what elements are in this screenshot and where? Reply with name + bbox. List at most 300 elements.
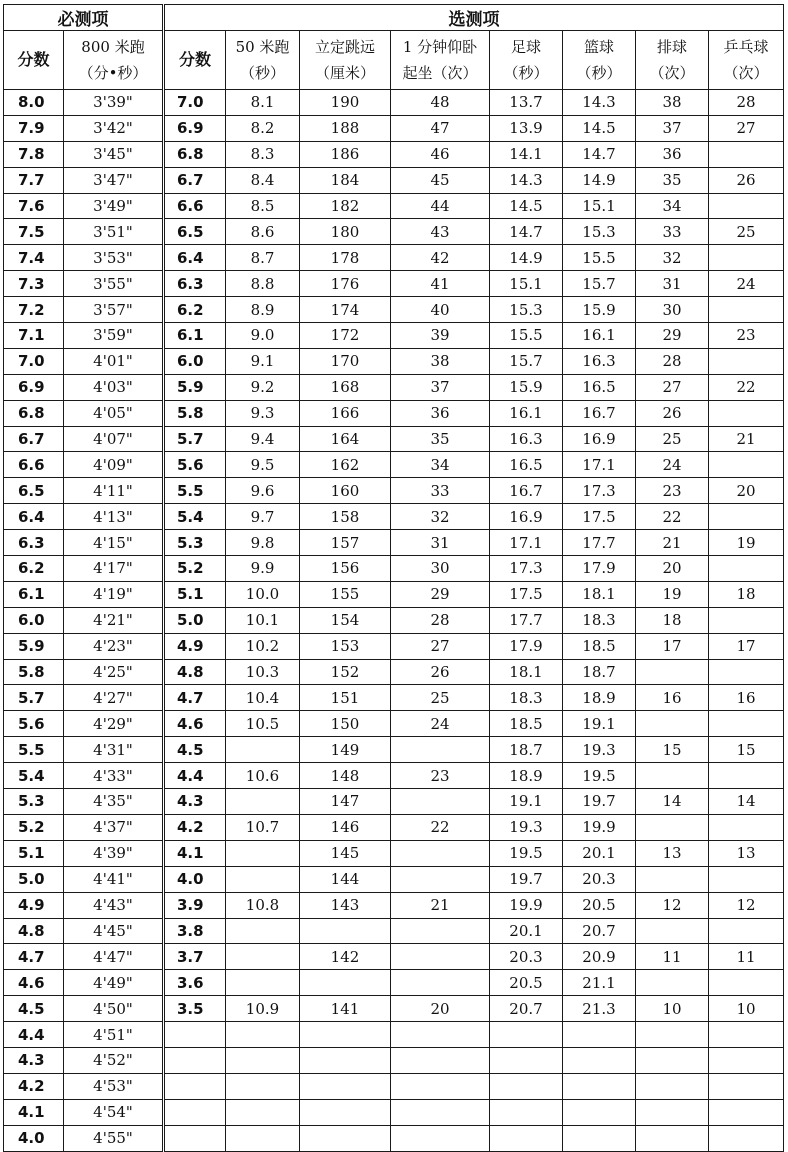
cell-pingpong: 25 bbox=[709, 219, 784, 245]
header-basketball-line1: 篮球 bbox=[583, 38, 614, 56]
cell-standing-jump bbox=[300, 1047, 391, 1073]
cell-volleyball bbox=[636, 1047, 709, 1073]
cell-pingpong: 21 bbox=[709, 426, 784, 452]
cell-pingpong: 24 bbox=[709, 271, 784, 297]
cell-run-800m: 4'41" bbox=[64, 866, 164, 892]
cell-volleyball: 20 bbox=[636, 556, 709, 582]
cell-football: 14.9 bbox=[490, 245, 563, 271]
cell-football bbox=[490, 1099, 563, 1125]
cell-basketball: 14.7 bbox=[563, 141, 636, 167]
cell-pingpong: 14 bbox=[709, 789, 784, 815]
cell-run-50m bbox=[226, 1022, 300, 1048]
table-row bbox=[4, 789, 784, 815]
cell-volleyball: 38 bbox=[636, 90, 709, 116]
cell-standing-jump: 176 bbox=[300, 271, 391, 297]
header-situps-line2: 起坐（次） bbox=[402, 64, 478, 82]
cell-basketball: 14.9 bbox=[563, 167, 636, 193]
cell-score: 7.7 bbox=[4, 167, 64, 193]
cell-football: 18.7 bbox=[490, 737, 563, 763]
cell-volleyball: 10 bbox=[636, 996, 709, 1022]
cell-football: 18.1 bbox=[490, 659, 563, 685]
cell-basketball: 18.5 bbox=[563, 633, 636, 659]
cell-standing-jump: 162 bbox=[300, 452, 391, 478]
cell-run-50m: 9.2 bbox=[226, 374, 300, 400]
cell-score: 6.3 bbox=[4, 530, 64, 556]
cell-run-50m bbox=[226, 970, 300, 996]
cell-situps: 30 bbox=[391, 556, 490, 582]
cell-pingpong bbox=[709, 297, 784, 323]
cell-basketball: 14.3 bbox=[563, 90, 636, 116]
cell-volleyball: 29 bbox=[636, 323, 709, 349]
table-row bbox=[4, 530, 784, 556]
cell-run-800m: 4'03" bbox=[64, 374, 164, 400]
cell-score-2 bbox=[164, 1022, 226, 1048]
cell-score-2: 5.6 bbox=[164, 452, 226, 478]
table-row bbox=[4, 426, 784, 452]
cell-basketball: 15.5 bbox=[563, 245, 636, 271]
cell-standing-jump: 190 bbox=[300, 90, 391, 116]
cell-football: 19.7 bbox=[490, 866, 563, 892]
cell-basketball: 19.9 bbox=[563, 814, 636, 840]
cell-pingpong bbox=[709, 556, 784, 582]
table-row bbox=[4, 323, 784, 349]
cell-situps: 21 bbox=[391, 892, 490, 918]
cell-standing-jump: 158 bbox=[300, 504, 391, 530]
cell-volleyball: 26 bbox=[636, 400, 709, 426]
cell-basketball: 16.5 bbox=[563, 374, 636, 400]
cell-standing-jump: 174 bbox=[300, 297, 391, 323]
cell-basketball: 21.1 bbox=[563, 970, 636, 996]
table-row bbox=[4, 737, 784, 763]
cell-volleyball: 25 bbox=[636, 426, 709, 452]
cell-situps: 25 bbox=[391, 685, 490, 711]
cell-run-800m: 3'49" bbox=[64, 193, 164, 219]
cell-situps: 39 bbox=[391, 323, 490, 349]
cell-pingpong bbox=[709, 1073, 784, 1099]
cell-situps bbox=[391, 789, 490, 815]
table-row bbox=[4, 633, 784, 659]
cell-run-50m: 9.4 bbox=[226, 426, 300, 452]
cell-standing-jump: 151 bbox=[300, 685, 391, 711]
cell-score: 7.3 bbox=[4, 271, 64, 297]
cell-score-2: 6.4 bbox=[164, 245, 226, 271]
cell-football: 15.7 bbox=[490, 348, 563, 374]
cell-pingpong: 18 bbox=[709, 581, 784, 607]
cell-run-50m: 10.6 bbox=[226, 763, 300, 789]
cell-pingpong: 27 bbox=[709, 115, 784, 141]
header-football bbox=[490, 31, 563, 90]
cell-basketball: 17.1 bbox=[563, 452, 636, 478]
cell-football: 14.3 bbox=[490, 167, 563, 193]
table-row bbox=[4, 814, 784, 840]
cell-basketball: 18.7 bbox=[563, 659, 636, 685]
cell-football: 20.5 bbox=[490, 970, 563, 996]
cell-score: 5.0 bbox=[4, 866, 64, 892]
optional-group-header: 选测项 bbox=[164, 5, 784, 31]
cell-basketball: 17.9 bbox=[563, 556, 636, 582]
cell-football: 17.1 bbox=[490, 530, 563, 556]
cell-basketball: 15.7 bbox=[563, 271, 636, 297]
cell-volleyball bbox=[636, 711, 709, 737]
table-row bbox=[4, 866, 784, 892]
cell-pingpong bbox=[709, 193, 784, 219]
cell-basketball bbox=[563, 1099, 636, 1125]
cell-volleyball: 24 bbox=[636, 452, 709, 478]
cell-situps bbox=[391, 1073, 490, 1099]
cell-run-800m: 4'52" bbox=[64, 1047, 164, 1073]
required-group-header: 必测项 bbox=[4, 5, 164, 31]
cell-situps bbox=[391, 970, 490, 996]
table-row bbox=[4, 219, 784, 245]
cell-pingpong bbox=[709, 659, 784, 685]
cell-score-2 bbox=[164, 1099, 226, 1125]
cell-standing-jump: 160 bbox=[300, 478, 391, 504]
cell-score-2: 5.5 bbox=[164, 478, 226, 504]
header-situps bbox=[391, 31, 490, 90]
cell-score: 4.2 bbox=[4, 1073, 64, 1099]
cell-pingpong bbox=[709, 1047, 784, 1073]
cell-score: 5.7 bbox=[4, 685, 64, 711]
table-row bbox=[4, 245, 784, 271]
cell-pingpong bbox=[709, 504, 784, 530]
cell-pingpong bbox=[709, 1125, 784, 1151]
cell-situps bbox=[391, 918, 490, 944]
cell-score: 6.1 bbox=[4, 581, 64, 607]
cell-volleyball: 15 bbox=[636, 737, 709, 763]
cell-run-50m: 9.8 bbox=[226, 530, 300, 556]
cell-score: 5.5 bbox=[4, 737, 64, 763]
cell-run-800m: 4'39" bbox=[64, 840, 164, 866]
cell-standing-jump: 143 bbox=[300, 892, 391, 918]
cell-score: 4.6 bbox=[4, 970, 64, 996]
cell-run-800m: 4'50" bbox=[64, 996, 164, 1022]
cell-score-2: 3.5 bbox=[164, 996, 226, 1022]
cell-pingpong: 19 bbox=[709, 530, 784, 556]
cell-run-800m: 4'01" bbox=[64, 348, 164, 374]
cell-score: 7.4 bbox=[4, 245, 64, 271]
cell-volleyball: 27 bbox=[636, 374, 709, 400]
cell-score: 6.4 bbox=[4, 504, 64, 530]
cell-run-800m: 4'27" bbox=[64, 685, 164, 711]
cell-run-800m: 3'55" bbox=[64, 271, 164, 297]
cell-score: 4.5 bbox=[4, 996, 64, 1022]
cell-situps: 37 bbox=[391, 374, 490, 400]
cell-situps: 46 bbox=[391, 141, 490, 167]
cell-football: 14.1 bbox=[490, 141, 563, 167]
cell-score-2: 5.3 bbox=[164, 530, 226, 556]
cell-basketball: 18.3 bbox=[563, 607, 636, 633]
cell-run-800m: 4'31" bbox=[64, 737, 164, 763]
cell-run-50m: 9.6 bbox=[226, 478, 300, 504]
cell-standing-jump bbox=[300, 1099, 391, 1125]
cell-score-2: 6.8 bbox=[164, 141, 226, 167]
header-score: 分数 bbox=[4, 31, 64, 90]
table-row bbox=[4, 1073, 784, 1099]
cell-standing-jump: 148 bbox=[300, 763, 391, 789]
cell-volleyball: 35 bbox=[636, 167, 709, 193]
cell-situps: 45 bbox=[391, 167, 490, 193]
cell-football: 18.5 bbox=[490, 711, 563, 737]
cell-run-800m: 4'11" bbox=[64, 478, 164, 504]
cell-standing-jump: 145 bbox=[300, 840, 391, 866]
header-score-2: 分数 bbox=[164, 31, 226, 90]
cell-standing-jump: 149 bbox=[300, 737, 391, 763]
cell-score-2: 6.2 bbox=[164, 297, 226, 323]
cell-run-50m: 9.5 bbox=[226, 452, 300, 478]
cell-run-50m: 10.0 bbox=[226, 581, 300, 607]
cell-score: 6.2 bbox=[4, 556, 64, 582]
cell-volleyball bbox=[636, 763, 709, 789]
cell-basketball bbox=[563, 1047, 636, 1073]
cell-situps bbox=[391, 1047, 490, 1073]
cell-pingpong: 20 bbox=[709, 478, 784, 504]
cell-pingpong bbox=[709, 400, 784, 426]
cell-basketball: 18.1 bbox=[563, 581, 636, 607]
cell-basketball: 19.3 bbox=[563, 737, 636, 763]
cell-score-2: 5.8 bbox=[164, 400, 226, 426]
cell-run-50m bbox=[226, 1125, 300, 1151]
cell-volleyball: 30 bbox=[636, 297, 709, 323]
cell-standing-jump: 168 bbox=[300, 374, 391, 400]
cell-football: 16.9 bbox=[490, 504, 563, 530]
cell-standing-jump: 141 bbox=[300, 996, 391, 1022]
cell-standing-jump: 152 bbox=[300, 659, 391, 685]
cell-situps: 44 bbox=[391, 193, 490, 219]
header-football-line1: 足球 bbox=[510, 38, 541, 56]
table-row bbox=[4, 970, 784, 996]
cell-football: 18.9 bbox=[490, 763, 563, 789]
cell-volleyball: 28 bbox=[636, 348, 709, 374]
header-standing-jump-line1: 立定跳远 bbox=[314, 38, 375, 56]
table-row bbox=[4, 90, 784, 116]
cell-run-50m: 9.1 bbox=[226, 348, 300, 374]
cell-volleyball: 37 bbox=[636, 115, 709, 141]
cell-pingpong: 26 bbox=[709, 167, 784, 193]
cell-football: 15.1 bbox=[490, 271, 563, 297]
cell-basketball: 19.7 bbox=[563, 789, 636, 815]
cell-run-800m: 3'39" bbox=[64, 90, 164, 116]
cell-run-800m: 4'19" bbox=[64, 581, 164, 607]
cell-run-800m: 3'59" bbox=[64, 323, 164, 349]
cell-football: 19.5 bbox=[490, 840, 563, 866]
cell-basketball bbox=[563, 1022, 636, 1048]
cell-score-2: 3.6 bbox=[164, 970, 226, 996]
cell-run-800m: 4'09" bbox=[64, 452, 164, 478]
cell-score: 5.4 bbox=[4, 763, 64, 789]
cell-situps: 29 bbox=[391, 581, 490, 607]
cell-pingpong bbox=[709, 452, 784, 478]
cell-run-50m: 8.3 bbox=[226, 141, 300, 167]
cell-football: 19.9 bbox=[490, 892, 563, 918]
cell-score: 4.4 bbox=[4, 1022, 64, 1048]
cell-score-2: 4.6 bbox=[164, 711, 226, 737]
cell-standing-jump: 164 bbox=[300, 426, 391, 452]
cell-situps: 35 bbox=[391, 426, 490, 452]
cell-run-800m: 3'53" bbox=[64, 245, 164, 271]
cell-run-800m: 4'35" bbox=[64, 789, 164, 815]
cell-basketball: 20.9 bbox=[563, 944, 636, 970]
cell-score-2: 5.7 bbox=[164, 426, 226, 452]
cell-pingpong bbox=[709, 245, 784, 271]
cell-score-2: 4.1 bbox=[164, 840, 226, 866]
cell-pingpong bbox=[709, 970, 784, 996]
cell-volleyball: 34 bbox=[636, 193, 709, 219]
header-standing-jump bbox=[300, 31, 391, 90]
cell-football: 16.5 bbox=[490, 452, 563, 478]
cell-run-800m: 4'37" bbox=[64, 814, 164, 840]
cell-run-800m: 3'57" bbox=[64, 297, 164, 323]
cell-run-50m: 10.7 bbox=[226, 814, 300, 840]
cell-run-50m: 8.6 bbox=[226, 219, 300, 245]
cell-situps: 40 bbox=[391, 297, 490, 323]
cell-standing-jump: 154 bbox=[300, 607, 391, 633]
cell-run-800m: 4'54" bbox=[64, 1099, 164, 1125]
cell-volleyball bbox=[636, 1073, 709, 1099]
cell-standing-jump: 178 bbox=[300, 245, 391, 271]
cell-situps bbox=[391, 1099, 490, 1125]
cell-score: 5.3 bbox=[4, 789, 64, 815]
cell-basketball: 15.9 bbox=[563, 297, 636, 323]
cell-standing-jump: 156 bbox=[300, 556, 391, 582]
cell-volleyball: 17 bbox=[636, 633, 709, 659]
cell-run-800m: 4'49" bbox=[64, 970, 164, 996]
cell-score: 4.0 bbox=[4, 1125, 64, 1151]
cell-run-800m: 4'51" bbox=[64, 1022, 164, 1048]
header-volleyball-line1: 排球 bbox=[656, 38, 687, 56]
cell-score-2: 5.4 bbox=[164, 504, 226, 530]
cell-pingpong bbox=[709, 141, 784, 167]
cell-run-800m: 4'53" bbox=[64, 1073, 164, 1099]
cell-score: 5.8 bbox=[4, 659, 64, 685]
cell-run-50m: 10.4 bbox=[226, 685, 300, 711]
cell-pingpong bbox=[709, 711, 784, 737]
cell-pingpong: 23 bbox=[709, 323, 784, 349]
cell-run-50m bbox=[226, 1099, 300, 1125]
cell-run-800m: 4'47" bbox=[64, 944, 164, 970]
cell-run-800m: 3'42" bbox=[64, 115, 164, 141]
header-situps-line1: 1 分钟仰卧 bbox=[402, 38, 478, 56]
cell-situps: 20 bbox=[391, 996, 490, 1022]
column-header-row bbox=[4, 31, 784, 90]
cell-situps: 27 bbox=[391, 633, 490, 659]
cell-score: 4.9 bbox=[4, 892, 64, 918]
cell-situps: 48 bbox=[391, 90, 490, 116]
cell-basketball: 17.5 bbox=[563, 504, 636, 530]
cell-standing-jump: 150 bbox=[300, 711, 391, 737]
cell-pingpong: 17 bbox=[709, 633, 784, 659]
cell-situps: 22 bbox=[391, 814, 490, 840]
cell-football: 19.3 bbox=[490, 814, 563, 840]
table-row bbox=[4, 659, 784, 685]
cell-score-2 bbox=[164, 1125, 226, 1151]
cell-score-2: 4.4 bbox=[164, 763, 226, 789]
cell-football: 15.9 bbox=[490, 374, 563, 400]
cell-standing-jump: 153 bbox=[300, 633, 391, 659]
cell-run-50m: 10.5 bbox=[226, 711, 300, 737]
cell-run-50m: 10.2 bbox=[226, 633, 300, 659]
cell-run-50m: 9.9 bbox=[226, 556, 300, 582]
table-row bbox=[4, 685, 784, 711]
cell-score: 6.0 bbox=[4, 607, 64, 633]
cell-run-800m: 4'45" bbox=[64, 918, 164, 944]
cell-score-2: 4.5 bbox=[164, 737, 226, 763]
cell-standing-jump bbox=[300, 970, 391, 996]
cell-football bbox=[490, 1125, 563, 1151]
cell-score-2: 4.9 bbox=[164, 633, 226, 659]
cell-standing-jump bbox=[300, 1073, 391, 1099]
cell-standing-jump: 180 bbox=[300, 219, 391, 245]
cell-run-800m: 4'29" bbox=[64, 711, 164, 737]
cell-pingpong bbox=[709, 1022, 784, 1048]
cell-run-50m: 8.7 bbox=[226, 245, 300, 271]
cell-run-800m: 4'15" bbox=[64, 530, 164, 556]
cell-score-2: 4.8 bbox=[164, 659, 226, 685]
table-row bbox=[4, 581, 784, 607]
cell-standing-jump: 188 bbox=[300, 115, 391, 141]
cell-football: 16.3 bbox=[490, 426, 563, 452]
cell-score: 6.8 bbox=[4, 400, 64, 426]
cell-situps bbox=[391, 944, 490, 970]
cell-score: 8.0 bbox=[4, 90, 64, 116]
cell-volleyball: 12 bbox=[636, 892, 709, 918]
cell-score-2: 6.9 bbox=[164, 115, 226, 141]
cell-pingpong: 13 bbox=[709, 840, 784, 866]
cell-score-2: 5.1 bbox=[164, 581, 226, 607]
table-body bbox=[4, 90, 784, 1152]
cell-situps: 43 bbox=[391, 219, 490, 245]
cell-score: 6.9 bbox=[4, 374, 64, 400]
table-row bbox=[4, 271, 784, 297]
cell-score: 4.3 bbox=[4, 1047, 64, 1073]
cell-basketball: 17.7 bbox=[563, 530, 636, 556]
cell-pingpong bbox=[709, 814, 784, 840]
cell-run-800m: 4'13" bbox=[64, 504, 164, 530]
cell-volleyball: 18 bbox=[636, 607, 709, 633]
cell-basketball: 20.1 bbox=[563, 840, 636, 866]
cell-score-2: 4.3 bbox=[164, 789, 226, 815]
cell-basketball: 21.3 bbox=[563, 996, 636, 1022]
cell-basketball: 19.5 bbox=[563, 763, 636, 789]
cell-football: 14.7 bbox=[490, 219, 563, 245]
cell-football: 13.7 bbox=[490, 90, 563, 116]
cell-pingpong: 10 bbox=[709, 996, 784, 1022]
table-row bbox=[4, 297, 784, 323]
cell-run-800m: 4'17" bbox=[64, 556, 164, 582]
cell-basketball: 15.1 bbox=[563, 193, 636, 219]
header-pingpong bbox=[709, 31, 784, 90]
cell-volleyball: 13 bbox=[636, 840, 709, 866]
cell-score-2: 4.7 bbox=[164, 685, 226, 711]
cell-situps: 28 bbox=[391, 607, 490, 633]
cell-run-50m bbox=[226, 1047, 300, 1073]
cell-run-800m: 4'55" bbox=[64, 1125, 164, 1151]
cell-situps bbox=[391, 1125, 490, 1151]
cell-basketball bbox=[563, 1125, 636, 1151]
table-row bbox=[4, 400, 784, 426]
cell-standing-jump bbox=[300, 1125, 391, 1151]
header-basketball-line2: （秒） bbox=[576, 64, 622, 82]
cell-basketball: 20.7 bbox=[563, 918, 636, 944]
cell-run-800m: 4'25" bbox=[64, 659, 164, 685]
cell-standing-jump: 186 bbox=[300, 141, 391, 167]
cell-run-50m bbox=[226, 789, 300, 815]
cell-run-800m: 4'07" bbox=[64, 426, 164, 452]
header-football-line2: （秒） bbox=[503, 64, 549, 82]
cell-score: 4.1 bbox=[4, 1099, 64, 1125]
cell-score: 7.8 bbox=[4, 141, 64, 167]
cell-score: 4.8 bbox=[4, 918, 64, 944]
score-table bbox=[3, 4, 784, 1152]
